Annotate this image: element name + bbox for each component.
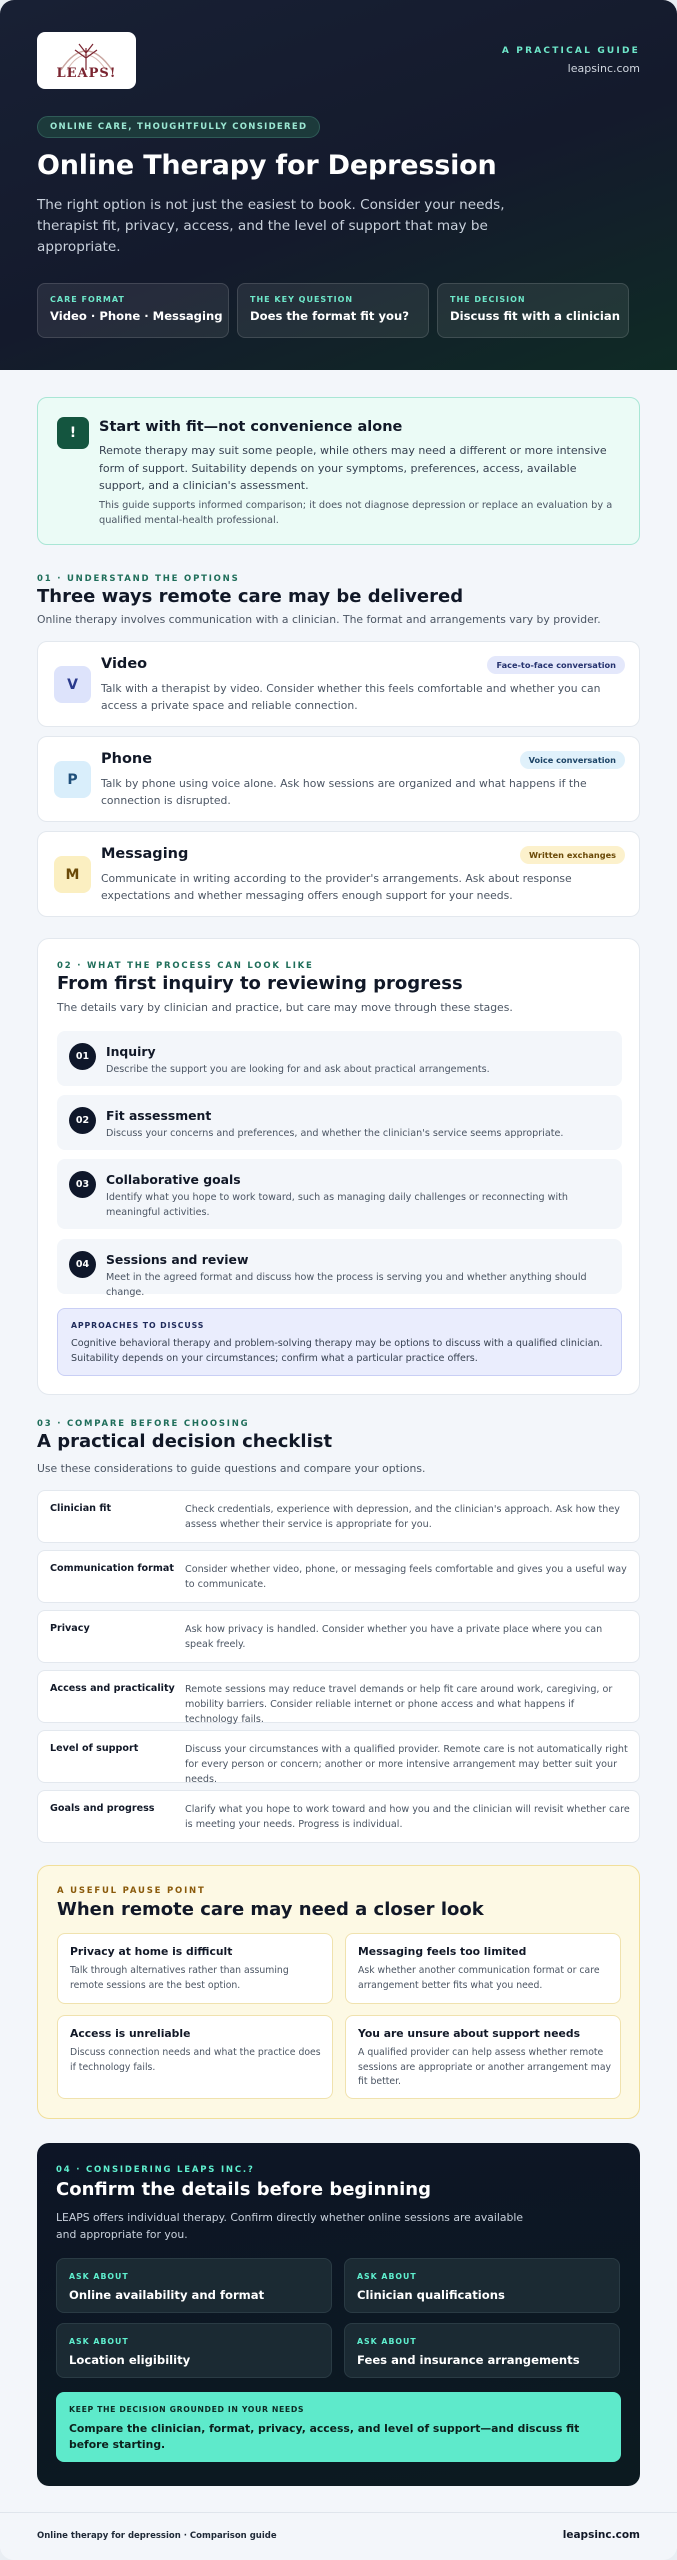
mode-desc: Talk by phone using voice alone. Ask how sessions are organized and what happens if the connection is disrupted. [101,777,587,807]
checklist-label: Communication format [50,1563,174,1574]
exclamation-icon: ! [57,417,89,449]
leaps-logo[interactable] [37,32,136,89]
step-title: Sessions and review [106,1252,249,1267]
process-step [57,1095,622,1150]
checklist-kicker: 03 · COMPARE BEFORE CHOOSING [37,1419,250,1429]
ask-card-value: Clinician qualifications [357,2288,505,2302]
grounded-text: Compare the clinician, format, privacy, access, and level of support—and discuss fit before starting. [69,2422,580,2451]
step-number: 03 [69,1171,96,1198]
checklist-text: Discuss your circumstances with a qualified provider. Remote care is not automatically right for every person or concern; another or more intensive arrangement may better suit your needs. [185,1744,628,1785]
ask-card [344,2258,620,2313]
mode-tag: Voice conversation [520,751,625,769]
pause-card-desc: Ask whether another communication format or care arrangement better fits what you need. [358,1965,600,1991]
ask-card-value: Online availability and format [69,2288,265,2302]
step-desc: Identify what you hope to work toward, such as managing daily challenges or reconnecting with meaningful activities. [106,1192,568,1218]
pause-card-desc: Discuss connection needs and what the practice does if technology fails. [70,2047,321,2073]
options-kicker: 01 · UNDERSTAND THE OPTIONS [37,574,240,584]
checklist-label: Goals and progress [50,1803,155,1814]
approaches-label: APPROACHES TO DISCUSS [71,1321,205,1330]
callout-note: This guide supports informed comparison; it does not diagnose depression or replace an evaluation by a qualified mental-health professional. [99,500,613,526]
page-title: Online Therapy for Depression [37,150,497,181]
checklist-text: Check credentials, experience with depression, and the clinician's approach. Ask how they assess whether their service is appropriate for you. [185,1504,620,1530]
pause-card-title: Access is unreliable [70,2027,191,2040]
mode-desc: Communicate in writing according to the provider's arrangements. Ask about response expectations and whether messaging offers enough support for your needs. [101,872,572,902]
ask-card [56,2323,332,2378]
step-number: 01 [69,1043,96,1070]
mode-card-messaging [37,831,640,917]
step-title: Fit assessment [106,1108,212,1123]
pause-card-desc: Talk through alternatives rather than assuming remote sessions are the best option. [70,1965,289,1991]
ask-card [344,2323,620,2378]
checklist-text: Remote sessions may reduce travel demands or help fit care around work, caregiving, or mobility barriers. Consider reliable internet or phone access and what happens if technology fails. [185,1684,613,1725]
ask-card-label: ASK ABOUT [357,2272,417,2281]
hero-card-label: THE DECISION [450,295,526,304]
process-step [57,1239,622,1298]
pause-card [57,2015,333,2099]
footer-site-link[interactable]: leapsinc.com [562,2529,640,2541]
process-section [37,938,640,1395]
hero-site-link[interactable]: leapsinc.com [567,62,640,75]
checklist-row [37,1610,640,1663]
pause-card [57,1933,333,2004]
phone-icon: P [54,761,91,798]
logo-text: LEAPS! [56,66,117,81]
approaches-text: Cognitive behavioral therapy and problem-solving therapy may be options to discuss with a qualified clinician. Suitability depends on your circumstances; confirm what a particular practice offers. [71,1338,603,1364]
pause-card-title: Privacy at home is difficult [70,1945,233,1958]
process-kicker: 02 · WHAT THE PROCESS CAN LOOK LIKE [57,961,314,971]
hero-card-value: Discuss fit with a clinician [450,309,620,323]
process-step [57,1159,622,1229]
hero [0,0,677,370]
callout-title: Start with fit—not convenience alone [99,419,403,435]
checklist-text: Ask how privacy is handled. Consider whether you have a private place where you can speak freely. [185,1624,603,1650]
step-desc: Meet in the agreed format and discuss how the process is serving you and whether anything should change. [106,1272,587,1298]
mode-card-phone [37,736,640,822]
mode-tag: Written exchanges [520,846,625,864]
checklist-label: Privacy [50,1623,90,1634]
pause-kicker: A USEFUL PAUSE POINT [57,1886,206,1896]
step-number: 04 [69,1251,96,1278]
hero-card-label: CARE FORMAT [50,295,125,304]
checklist-row [37,1730,640,1783]
checklist-title: A practical decision checklist [37,1431,333,1452]
grounded-banner [56,2392,621,2462]
callout-body: Remote therapy may suit some people, while others may need a different or more intensive form of support. Suitability depends on your symptoms, preferences, access, available support, and a clinician's assessment. [99,444,607,492]
pause-card [345,1933,621,2004]
checklist-row [37,1790,640,1843]
checklist-row [37,1490,640,1543]
mode-card-video [37,641,640,727]
pause-card-title: You are unsure about support needs [358,2027,581,2040]
hero-card-decision [437,283,629,338]
grounded-label: KEEP THE DECISION GROUNDED IN YOUR NEEDS [69,2405,305,2414]
footer-caption: Online therapy for depression · Comparison guide [37,2531,277,2541]
leaps-title: Confirm the details before beginning [56,2179,431,2200]
video-icon: V [54,666,91,703]
hero-kicker: A PRACTICAL GUIDE [501,46,640,56]
mode-desc: Talk with a therapist by video. Consider whether this feels comfortable and whether you can access a private space and reliable connection. [101,682,601,712]
messaging-icon: M [54,856,91,893]
footer [0,2512,677,2560]
hero-card-value: Video · Phone · Messaging [50,309,223,323]
checklist-text: Clarify what you hope to work toward and how you and the clinician will revisit whether care is meeting your needs. Progress is individual. [185,1804,630,1830]
checklist-text: Consider whether video, phone, or messaging feels comfortable and gives you a useful way to communicate. [185,1564,627,1590]
ask-card [56,2258,332,2313]
ask-card-label: ASK ABOUT [69,2272,129,2281]
step-desc: Describe the support you are looking for and ask about practical arrangements. [106,1064,490,1075]
leaps-section [37,2143,640,2486]
step-number: 02 [69,1107,96,1134]
mode-name: Video [101,656,148,672]
process-subtitle: The details vary by clinician and practice, but care may move through these stages. [57,1001,513,1014]
checklist-label: Clinician fit [50,1503,112,1514]
hero-card-question [237,283,429,338]
hero-card-format [37,283,229,338]
mode-tag: Face-to-face conversation [487,656,625,674]
leaps-kicker: 04 · CONSIDERING LEAPS INC.? [56,2165,255,2175]
hero-card-label: THE KEY QUESTION [250,295,354,304]
step-desc: Discuss your concerns and preferences, and whether the clinician's service seems appropriate. [106,1128,564,1139]
checklist-row [37,1550,640,1603]
ask-card-label: ASK ABOUT [357,2337,417,2346]
ask-card-value: Fees and insurance arrangements [357,2353,580,2367]
hero-card-value: Does the format fit you? [250,309,409,323]
checklist-label: Access and practicality [50,1683,175,1694]
fit-callout [37,397,640,545]
approaches-box [57,1308,622,1376]
pause-card-title: Messaging feels too limited [358,1945,527,1958]
pause-title: When remote care may need a closer look [57,1899,484,1920]
pause-card [345,2015,621,2099]
pause-section [37,1865,640,2119]
step-title: Inquiry [106,1044,156,1059]
checklist-label: Level of support [50,1743,139,1754]
process-title: From first inquiry to reviewing progress [57,973,463,994]
ask-card-value: Location eligibility [69,2353,191,2367]
hero-summary-cards [37,283,629,338]
ask-card-label: ASK ABOUT [69,2337,129,2346]
process-step [57,1031,622,1086]
step-title: Collaborative goals [106,1172,241,1187]
checklist-subtitle: Use these considerations to guide questions and compare your options. [37,1462,426,1475]
mode-name: Messaging [101,846,189,862]
hero-pill: ONLINE CARE, THOUGHTFULLY CONSIDERED [37,116,320,138]
leaps-body: LEAPS offers individual therapy. Confirm directly whether online sessions are available and appropriate for you. [56,2211,523,2241]
mode-name: Phone [101,751,153,767]
options-title: Three ways remote care may be delivered [37,586,464,607]
pause-card-desc: A qualified provider can help assess whether remote sessions are appropriate or another arrangement may fit better. [358,2047,612,2087]
hero-lede: The right option is not just the easiest to book. Consider your needs, therapist fit, privacy, access, and the level of support that may be appropriate. [37,197,505,255]
checklist-row [37,1670,640,1723]
options-subtitle: Online therapy involves communication with a clinician. The format and arrangements vary by provider. [37,613,601,626]
